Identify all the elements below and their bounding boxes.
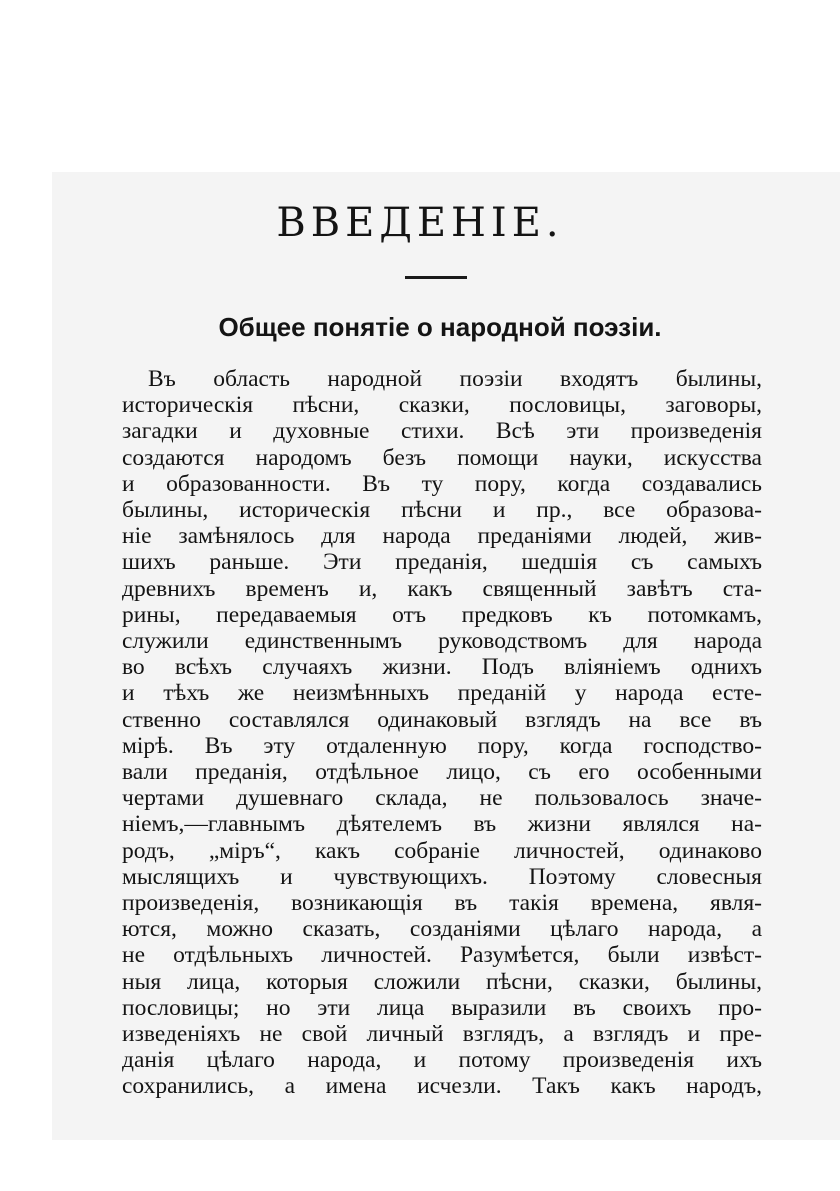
text-line: былины, историческія пѣсни и пр., все образова- <box>122 497 762 524</box>
title-divider <box>405 276 467 279</box>
text-line: историческія пѣсни, сказки, пословицы, заговоры, <box>122 392 762 419</box>
text-line: и образованности. Въ ту пору, когда создавались <box>122 470 762 497</box>
text-line: Въ область народной поэзіи входятъ былины, <box>148 366 762 392</box>
text-line: ныя лица, которыя сложили пѣсни, сказки, былины, <box>122 968 762 995</box>
text-line: сохранились, а имена исчезли. Такъ какъ народъ, <box>122 1073 762 1100</box>
text-line: во всѣхъ случаяхъ жизни. Подъ вліяніемъ однихъ <box>122 654 762 681</box>
text-line: и тѣхъ же неизмѣнныхъ преданій у народа есте- <box>122 680 762 707</box>
text-line: вали преданія, отдѣльное лицо, съ его особенными <box>122 759 762 786</box>
chapter-title: ВВЕДЕНІЕ. <box>276 200 564 246</box>
text-line: родъ, „міръ“, какъ собраніе личностей, одинаково <box>122 837 762 864</box>
text-line: данія цѣлаго народа, и потому произведенія ихъ <box>122 1047 762 1074</box>
text-line: не отдѣльныхъ личностей. Разумѣется, были извѣст- <box>122 942 762 969</box>
text-line: ніе замѣнялось для народа преданіями людей, жив- <box>122 523 762 550</box>
text-line: пословицы; но эти лица выразили въ своихъ про- <box>122 994 762 1021</box>
text-line: изведеніяхъ не свой личный взглядъ, а взглядъ и пре- <box>122 1021 762 1048</box>
text-line: произведенія, возникающія въ такія времена, явля- <box>122 890 762 917</box>
section-heading: Общее понятіе о народной поэзіи. <box>218 312 662 342</box>
text-line: ніемъ,—главнымъ дѣятелемъ въ жизни являлся на- <box>122 811 762 838</box>
text-line: рины, передаваемыя отъ предковъ къ потомкамъ, <box>122 601 762 628</box>
text-line: мыслящихъ и чувствующихъ. Поэтому словесныя <box>122 863 762 890</box>
text-line: создаются народомъ безъ помощи науки, искусства <box>122 444 762 471</box>
body-paragraph <box>122 366 762 1100</box>
text-line: чертами душевнаго склада, не пользовалось значе- <box>122 785 762 812</box>
text-line: шихъ раньше. Эти преданія, шедшія съ самыхъ <box>122 549 762 576</box>
text-line: служили единственнымъ руководствомъ для народа <box>122 628 762 655</box>
text-line: ственно составлялся одинаковый взглядъ на все въ <box>122 706 762 733</box>
text-line: мірѣ. Въ эту отдаленную пору, когда господство- <box>122 732 762 759</box>
text-line: загадки и духовные стихи. Всѣ эти произведенія <box>122 418 762 445</box>
text-line: ются, можно сказать, созданіями цѣлаго народа, а <box>122 916 762 943</box>
text-line: древнихъ временъ и, какъ священный завѣтъ ста- <box>122 575 762 602</box>
